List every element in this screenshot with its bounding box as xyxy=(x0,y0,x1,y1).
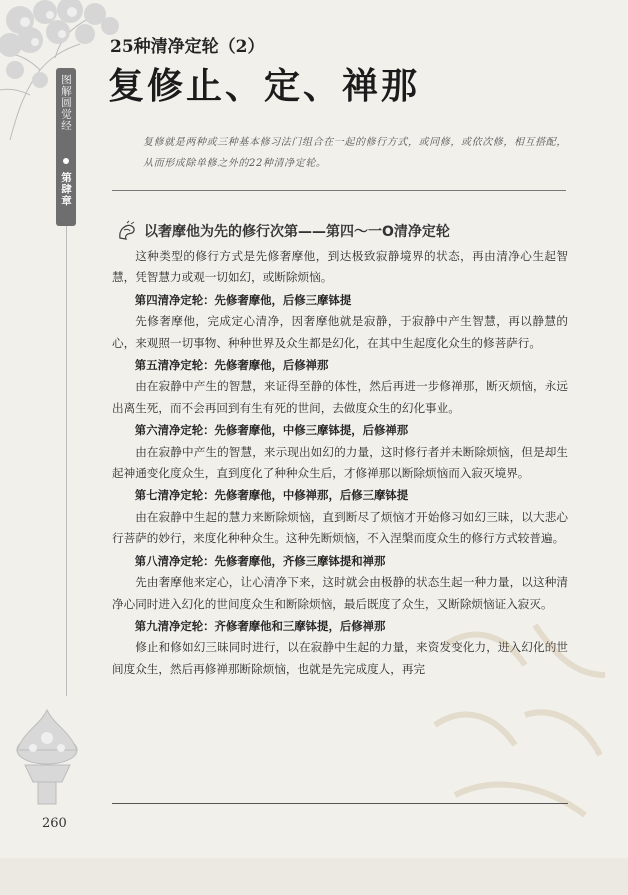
book-title-vertical: 图解圆觉经 xyxy=(60,74,72,132)
intro-paragraph: 复修就是两种或三种基本修习法门组合在一起的修行方式，或同修，或依次修，相互搭配，从而形成除单修之外的22种清净定轮。 xyxy=(143,137,567,169)
page-number: 260 xyxy=(42,816,67,831)
wheel-heading: 第四清净定轮：先修奢摩他，后修三摩钵提 xyxy=(134,292,352,307)
chapter-label-vertical: 第肆章 xyxy=(60,172,72,207)
wheel-heading: 第六清净定轮：先修奢摩他，中修三摩钵提，后修禅那 xyxy=(134,423,409,438)
header-divider xyxy=(112,190,566,191)
wheel-heading: 第五清净定轮：先修奢摩他，后修禅那 xyxy=(134,358,329,373)
body-paragraph: 修止和修如幻三昧同时进行，以在寂静中生起的力量，来资发变化力，进入幻化的世间度众生，然后再修禅那断除烦恼，也就是先完成度人，再完 xyxy=(112,640,568,676)
page-title: 复修止、定、禅那 xyxy=(108,65,421,107)
body-paragraph: 由在寂静中生起的慧力来断除烦恼，直到断尽了烦恼才开始修习如幻三昧，以大悲心行菩萨的妙行，来度化种种众生。这种先断烦恼，不入涅槃而度众生的修行方式较普遍。 xyxy=(112,509,568,546)
lotus-hand-icon xyxy=(116,220,138,242)
section-subtitle: 25种清净定轮（2） xyxy=(110,37,265,57)
body-paragraph: 由在寂静中产生的智慧，来示现出如幻的力量，这时修行者并未断除烦恼，但是却生起神通变化度众生，直到度化了种种众生后，才修禅那以断除烦恼而入寂灭境界。 xyxy=(112,444,568,481)
wheel-heading: 第八清净定轮：先修奢摩他，齐修三摩钵提和禅那 xyxy=(134,553,386,568)
body-paragraph: 先由奢摩他来定心，让心清净下来，这时就会由极静的状态生起一种力量，以这种清净心同时进入幻化的世间度众生和断除烦恼，最后既度了众生，又断除烦恼证入寂灭。 xyxy=(112,575,568,611)
side-vertical-line xyxy=(66,226,67,696)
watermark-seal-icon xyxy=(415,605,615,835)
side-tab-dot-icon xyxy=(63,158,69,164)
scan-bottom-edge xyxy=(0,858,628,895)
wheel-heading: 第九清净定轮：齐修奢摩他和三摩钵提，后修禅那 xyxy=(134,618,386,633)
section-heading xyxy=(116,220,450,242)
lotus-pedestal-decoration-icon xyxy=(0,690,95,810)
body-paragraph: 先修奢摩他，完成定心清净，因奢摩他就是寂静，于寂静中产生智慧，再以静慧的心，来观照一切事物、种种世界及众生都是幻化，在其中生起度化众生的修菩萨行。 xyxy=(112,314,568,350)
wheel-heading: 第七清净定轮：先修奢摩他，中修禅那，后修三摩钵提 xyxy=(134,488,409,503)
footer-divider xyxy=(112,803,568,804)
body-paragraph: 这种类型的修行方式是先修奢摩他，到达极致寂静境界的状态，再由清净心生起智慧，凭智慧力或观一切如幻，或断除烦恼。 xyxy=(112,249,568,285)
section-heading-text: 以奢摩他为先的修行次第——第四～一O清净定轮 xyxy=(144,224,450,240)
chapter-side-tab xyxy=(56,68,76,226)
body-paragraph: 由在寂静中产生的智慧，来证得至静的体性，然后再进一步修禅那，断灭烦恼，永远出离生死，而不会再回到有生有死的世间，去做度众生的幻化事业。 xyxy=(112,379,568,415)
